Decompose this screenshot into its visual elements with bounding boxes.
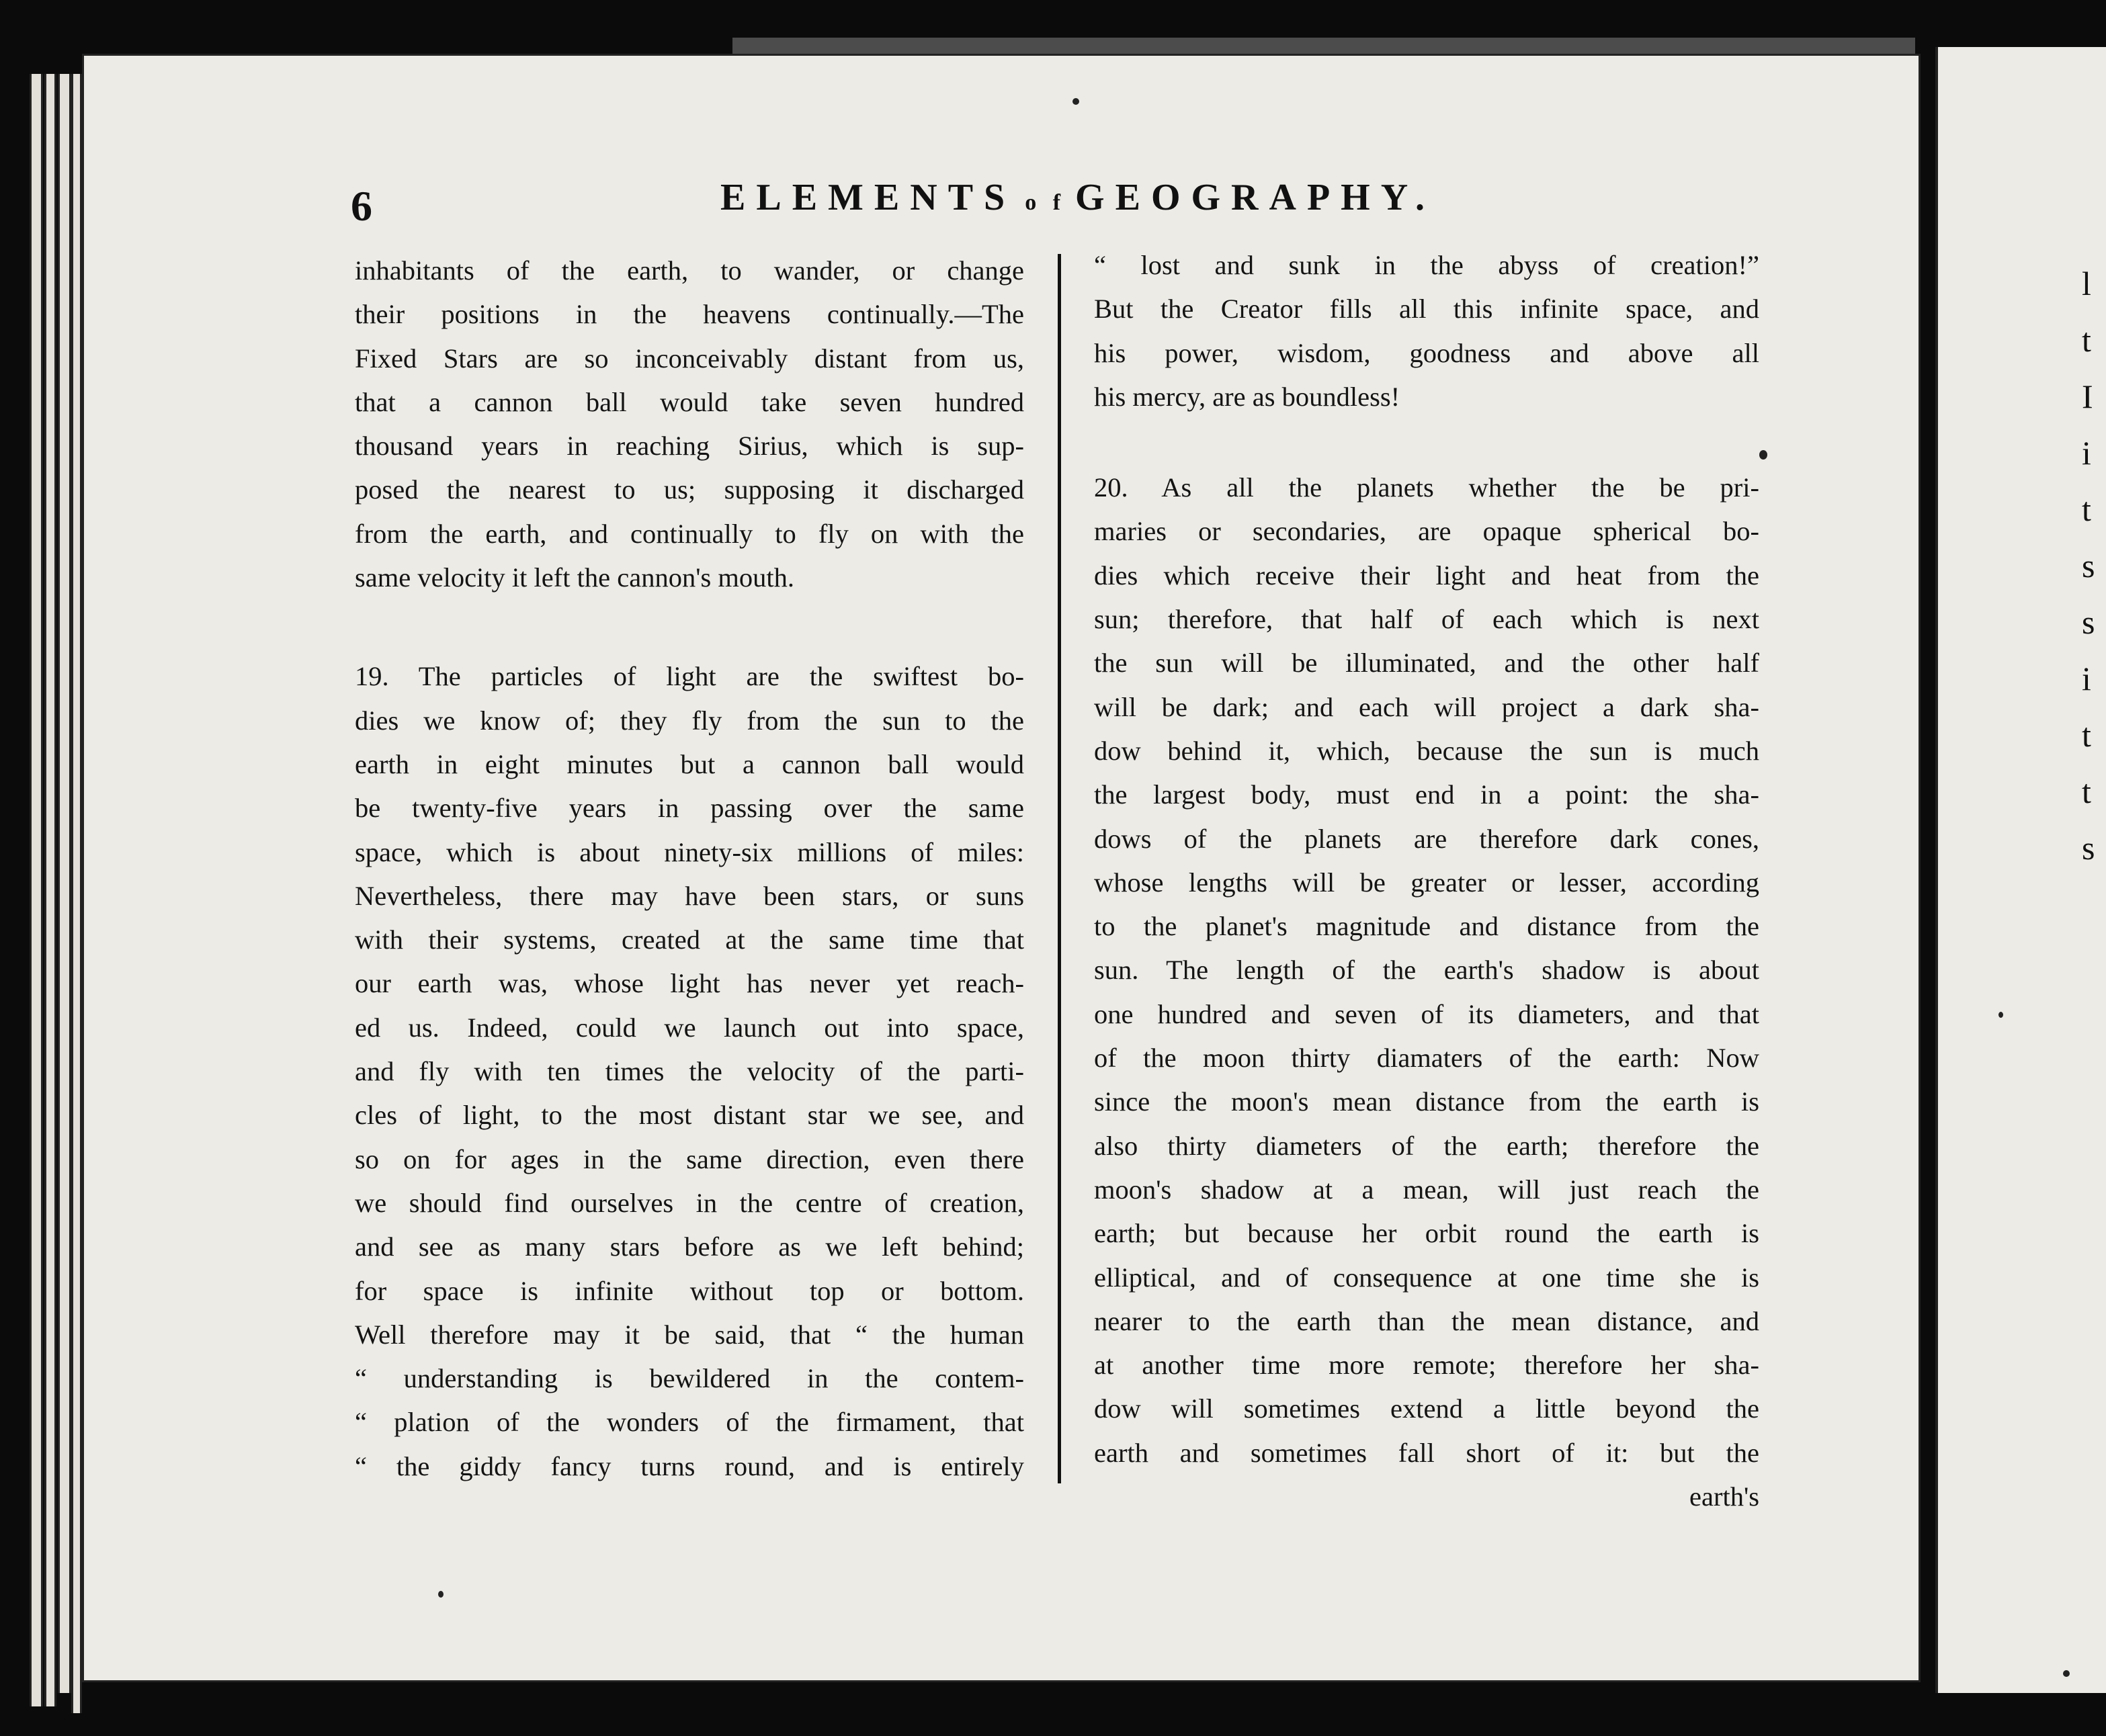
text-line: nearer to the earth than the mean distance, and [1094, 1305, 1759, 1336]
catchword: earth's [1689, 1481, 1759, 1512]
text-line: maries or secondaries, are opaque spherical bo- [1094, 516, 1759, 547]
paper-speck [1759, 450, 1767, 460]
text-line: inhabitants of the earth, to wander, or change [355, 255, 1024, 286]
running-head-joiner: o f [1025, 190, 1066, 215]
text-line: at another time more remote; therefore her sha- [1094, 1350, 1759, 1381]
text-line: the sun will be illuminated, and the other half [1094, 648, 1759, 679]
text-line: with their systems, created at the same time that [355, 924, 1024, 955]
text-line: elliptical, and of consequence at one time she is [1094, 1262, 1759, 1293]
text-line: earth and sometimes fall short of it: but the [1094, 1437, 1759, 1468]
paper-speck [2063, 1670, 2070, 1677]
facing-page [1935, 47, 2106, 1693]
facing-page-fragment: I [2082, 378, 2093, 415]
text-line: Nevertheless, there may have been stars, or suns [355, 880, 1024, 911]
text-line: “ plation of the wonders of the firmament, that [355, 1407, 1024, 1438]
text-line: “ understanding is bewildered in the contem- [355, 1363, 1024, 1394]
text-line: of the moon thirty diamaters of the earth: Now [1094, 1043, 1759, 1074]
facing-page-fragment: t [2082, 321, 2091, 359]
text-line: sun; therefore, that half of each which is next [1094, 604, 1759, 635]
page-edge [58, 74, 71, 1693]
running-head-part1: ELEMENTS [720, 177, 1016, 218]
right-column [1094, 243, 1759, 1518]
running-head [720, 176, 1436, 219]
text-line: earth; but because her orbit round the earth is [1094, 1218, 1759, 1249]
text-line: dow behind it, which, because the sun is much [1094, 735, 1759, 766]
text-line: whose lengths will be greater or lesser, according [1094, 867, 1759, 898]
text-line: and see as many stars before as we left behind; [355, 1231, 1024, 1262]
text-line: moon's shadow at a mean, will just reach the [1094, 1174, 1759, 1205]
text-line: earth in eight minutes but a cannon ball would [355, 748, 1024, 779]
text-line: to the planet's magnitude and distance from the [1094, 911, 1759, 942]
running-head-part2: GEOGRAPHY. [1075, 177, 1436, 218]
paper-speck [438, 1591, 444, 1598]
facing-page-fragment: s [2082, 829, 2095, 867]
facing-page-fragment: i [2082, 660, 2091, 697]
text-line: But the Creator fills all this infinite space, and [1094, 294, 1759, 324]
text-line: our earth was, whose light has never yet reach- [355, 968, 1024, 999]
text-line: dow will sometimes extend a little beyond the [1094, 1393, 1759, 1424]
text-line: be twenty-five years in passing over the same [355, 793, 1024, 824]
page-edge [30, 74, 43, 1706]
text-line: dows of the planets are therefore dark cones, [1094, 823, 1759, 854]
paragraph-gap [355, 599, 1024, 654]
text-line: dies we know of; they fly from the sun to the [355, 705, 1024, 736]
text-line: Well therefore may it be said, that “ the human [355, 1319, 1024, 1350]
column-divider [1058, 254, 1061, 1483]
page-number: 6 [351, 182, 372, 230]
paper-speck [1072, 98, 1079, 105]
page-edge [71, 74, 82, 1713]
text-line: ed us. Indeed, could we launch out into space, [355, 1012, 1024, 1043]
text-line: Fixed Stars are so inconceivably distant from us, [355, 343, 1024, 374]
text-line: thousand years in reaching Sirius, which is sup- [355, 431, 1024, 462]
paper-speck [1998, 1012, 2003, 1018]
text-line: also thirty diameters of the earth; therefore the [1094, 1130, 1759, 1161]
text-line: his power, wisdom, goodness and above all [1094, 337, 1759, 368]
text-line: cles of light, to the most distant star we see, and [355, 1100, 1024, 1131]
text-line: one hundred and seven of its diameters, and that [1094, 998, 1759, 1029]
facing-page-fragment: s [2082, 603, 2095, 641]
facing-page-fragment: s [2082, 547, 2095, 584]
text-line: same velocity it left the cannon's mouth. [355, 562, 795, 593]
text-line: his mercy, are as boundless! [1094, 381, 1400, 412]
text-line: “ lost and sunk in the abyss of creation!” [1094, 250, 1759, 280]
text-line: space, which is about ninety-six millions of miles: [355, 836, 1024, 867]
text-line: sun. The length of the earth's shadow is about [1094, 955, 1759, 986]
text-line: 19. The particles of light are the swiftest bo- [355, 661, 1024, 692]
page-top-shadow [732, 38, 1915, 55]
text-line: since the moon's mean distance from the earth is [1094, 1086, 1759, 1117]
text-line: posed the nearest to us; supposing it discharged [355, 474, 1024, 505]
text-line: will be dark; and each will project a dark sha- [1094, 691, 1759, 722]
facing-page-fragment: t [2082, 773, 2091, 810]
text-line: “ the giddy fancy turns round, and is entirely [355, 1450, 1024, 1481]
facing-page-fragment: i [2082, 434, 2091, 472]
text-line: that a cannon ball would take seven hundred [355, 386, 1024, 417]
text-line: we should find ourselves in the centre of creation, [355, 1187, 1024, 1218]
text-line: from the earth, and continually to fly on with the [355, 518, 1024, 549]
text-line: 20. As all the planets whether the be pri- [1094, 472, 1759, 503]
left-column [355, 249, 1024, 1488]
text-line: the largest body, must end in a point: the sha- [1094, 779, 1759, 810]
facing-page-text [2082, 255, 2095, 876]
facing-page-fragment: t [2082, 716, 2091, 754]
text-line: for space is infinite without top or bottom. [355, 1275, 1024, 1306]
paragraph-gap [1094, 419, 1759, 466]
page-edge [44, 74, 56, 1706]
text-line: so on for ages in the same direction, even there [355, 1143, 1024, 1174]
text-line: and fly with ten times the velocity of the parti- [355, 1056, 1024, 1087]
text-line: their positions in the heavens continually.—The [355, 299, 1024, 330]
text-line: dies which receive their light and heat from the [1094, 560, 1759, 591]
facing-page-fragment: t [2082, 490, 2091, 528]
facing-page-fragment: l [2082, 265, 2091, 302]
